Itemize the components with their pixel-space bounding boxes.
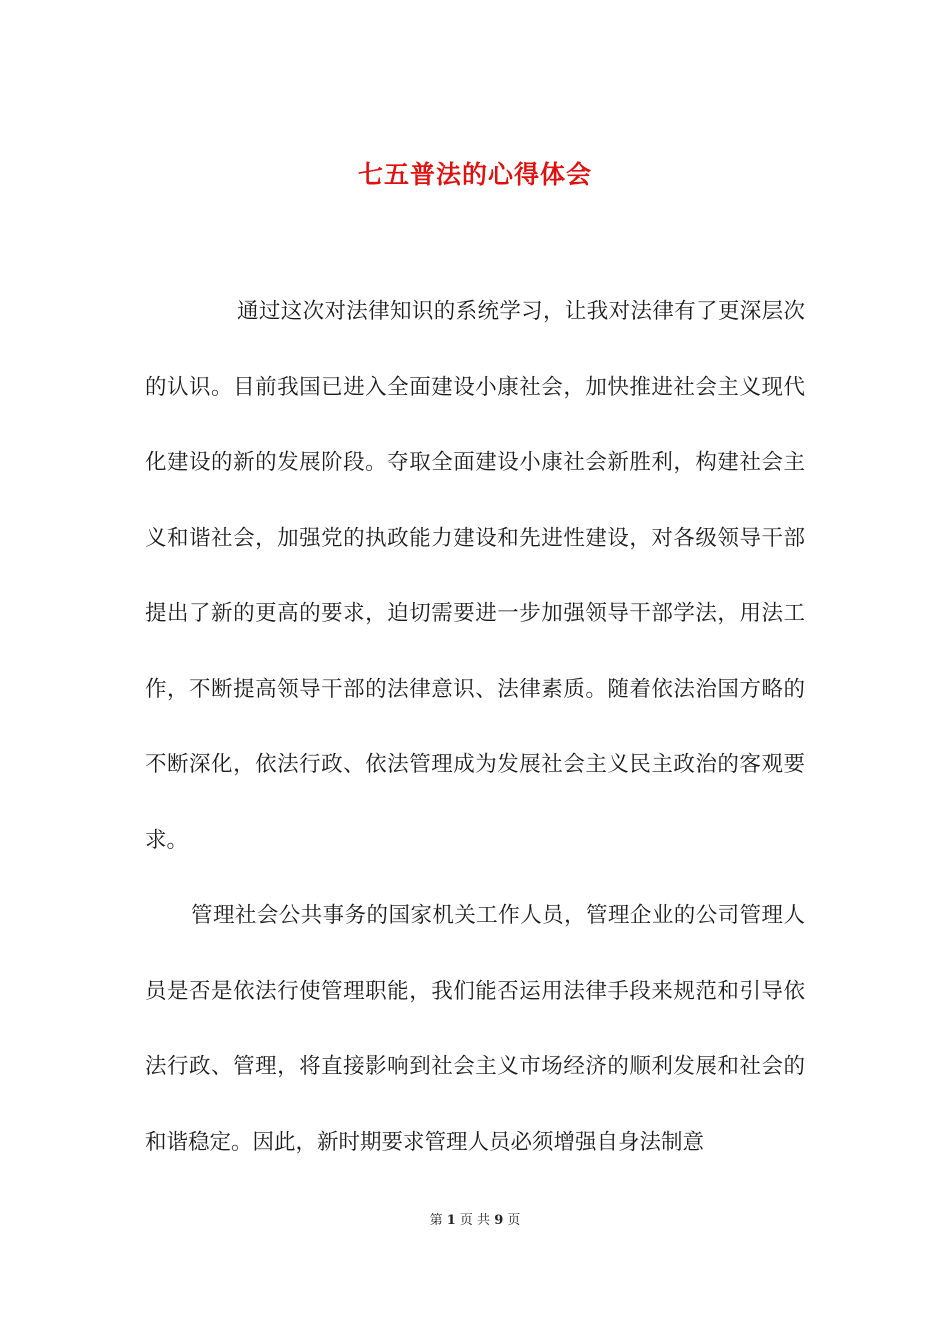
document-body (145, 274, 805, 1180)
footer-suffix: 页 (507, 1213, 521, 1228)
document-title: 七五普法的心得体会 (357, 159, 592, 189)
footer-middle: 页 共 (459, 1213, 491, 1228)
paragraph-1: 通过这次对法律知识的系统学习，让我对法律有了更深层次的认识。目前我国已进入全面建设小康社会，加快推进社会主义现代化建设的新的发展阶段。夺取全面建设小康社会新胜利，构建社会主义和谐社会，加强党的执政能力建设和先进性建设，对各级领导干部提出了新的更高的要求，迫切需要进一步加强领导干部学法，用法工作，不断提高领导干部的法律意识、法律素质。随着依法治国方略的不断深化，依法行政、依法管理成为发展社会主义民主政治的客观要求。 (145, 299, 805, 853)
footer-total-pages: 9 (494, 1213, 504, 1228)
footer-page-number: 1 (446, 1213, 456, 1228)
footer-prefix: 第 (429, 1213, 443, 1228)
page-footer (0, 1209, 950, 1228)
paragraph-2: 管理社会公共事务的国家机关工作人员，管理企业的公司管理人员是否是依法行使管理职能，我们能否运用法律手段来规范和引导依法行政、管理，将直接影响到社会主义市场经济的顺利发展和社会的和谐稳定。因此，新时期要求管理人员必须增强自身法制意 (145, 903, 805, 1155)
